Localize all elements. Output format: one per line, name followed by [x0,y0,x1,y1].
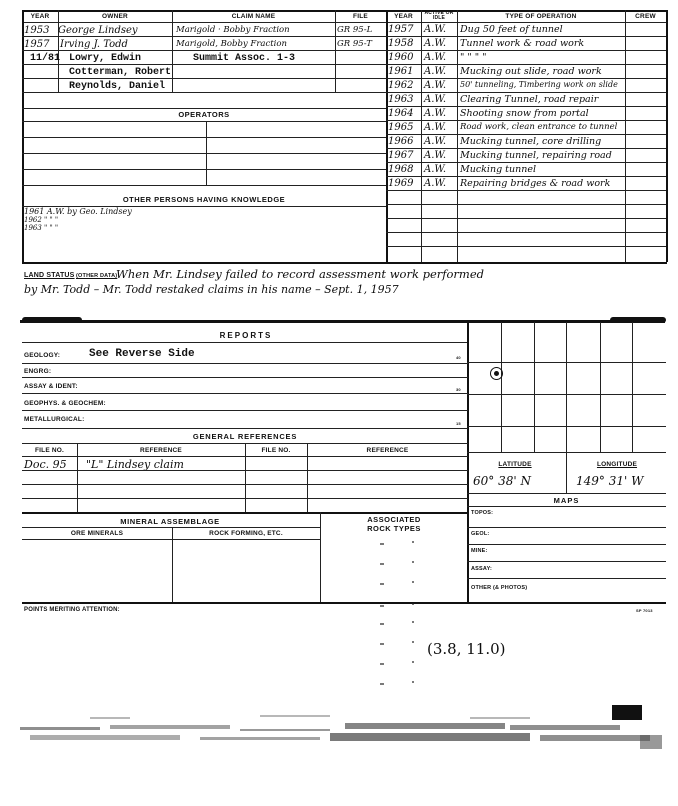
operation-year: 1969 [388,178,414,189]
header-year-2: YEAR [394,13,413,20]
col-divider [421,10,422,262]
header-year: YEAR [30,13,50,20]
header-claim-name: CLAIM NAME [231,13,276,20]
rock-forming-label: ROCK FORMING, ETC. [209,530,283,537]
operation-year: 1968 [388,164,414,175]
operation-status: A.W. [424,108,447,119]
col-divider [625,10,626,262]
assay-label: ASSAY & IDENT: [24,383,78,390]
operation-status: A.W. [424,122,447,133]
owner-row-name: George Lindsey [58,25,138,36]
operation-status: A.W. [424,178,447,189]
operation-year: 1961 [388,66,414,77]
operation-type: Mucking tunnel, repairing road [460,150,612,161]
land-status-line-1: When Mr. Lindsey failed to record assessment work performed [116,267,484,281]
knowledge-heading: OTHER PERSONS HAVING KNOWLEDGE [122,195,286,204]
maps-topos: TOPOS: [471,510,494,516]
operation-year: 1957 [388,24,414,35]
associated-label: ASSOCIATED [367,515,421,524]
right-panel-divider [467,322,469,602]
operation-year: 1966 [388,136,414,147]
operation-type: Mucking tunnel, core drilling [460,136,602,147]
top-border [22,10,667,12]
owner-row-name: Irving J. Todd [60,39,128,50]
header-file: FILE [353,13,368,20]
operation-status: A.W. [424,150,447,161]
operation-year: 1958 [388,38,414,49]
owner-row-claim: Summit Assoc. 1-3 [193,53,296,64]
operation-type: Dug 50 feet of tunnel [460,24,563,35]
col-divider [457,10,458,262]
metallurgical-label: METALLURGICAL: [24,416,85,423]
owner-row-file: GR 95-T [337,39,372,49]
maps-heading: MAPS [553,496,580,505]
operation-status: A.W. [424,136,447,147]
ref-row-file: Doc. 95 [24,458,67,471]
operation-type: Clearing Tunnel, road repair [460,94,599,105]
header-active-or-idle: ACTIVE OR IDLE [424,10,454,21]
operation-type: Road work, clean entrance to tunnel [460,122,618,132]
ref-reference: REFERENCE [140,447,182,454]
owner-row-name: Reynolds, Daniel [69,81,166,92]
operation-year: 1960 [388,52,414,63]
maps-other: OTHER (& PHOTOS) [471,585,528,591]
owner-row-year: 1953 [24,25,50,36]
operation-year: 1965 [388,122,414,133]
engrg-label: ENGRG: [24,368,52,375]
reports-heading: REPORTS [219,331,273,340]
owner-row-year: 11/81 [30,53,61,64]
knowledge-line: 1963 " " " [24,224,59,232]
scan-marks [370,540,430,700]
owner-row-year: 1957 [24,39,50,50]
points-coordinates: (3.8, 11.0) [427,640,506,658]
knowledge-line: 1962 " " " [24,216,59,224]
mineral-assemblage-heading: MINERAL ASSEMBLAGE [120,517,220,526]
scan-noise [0,705,678,775]
operation-type: Repairing bridges & road work [460,178,611,189]
owner-row-claim: Marigold, Bobby Fraction [176,39,287,49]
operation-year: 1964 [388,108,414,119]
operation-type: 50' tunneling, Timbering work on slide [460,80,618,89]
operation-status: A.W. [424,164,447,175]
operation-status: A.W. [424,38,447,49]
owner-row-file: GR 95-L [337,25,373,35]
owner-row-claim: Marigold · Bobby Fraction [176,25,290,35]
scale-mark: 30 [456,387,461,392]
longitude-label: LONGITUDE [596,461,638,468]
operation-type: Tunnel work & road work [460,38,585,49]
operation-year: 1963 [388,94,414,105]
ref-file-no-2: FILE NO. [261,447,291,454]
land-status-label: LAND STATUS [24,272,75,279]
operation-type: " " " " [460,52,487,63]
operation-year: 1962 [388,80,414,91]
general-references-heading: GENERAL REFERENCES [192,432,298,441]
geology-label: GEOLOGY: [24,352,61,359]
latitude-label: LATITUDE [498,461,532,468]
ref-row-reference: "L" Lindsey claim [86,458,184,471]
rock-types-label: ROCK TYPES [367,524,421,533]
scale-mark: 15 [456,421,461,426]
geophys-label: GEOPHYS. & GEOCHEM: [24,400,106,407]
geology-value: See Reverse Side [89,348,195,360]
operation-type: Mucking out slide, road work [460,66,602,77]
header-type-of-operation: TYPE OF OPERATION [505,13,577,20]
owner-row-name: Lowry, Edwin [69,53,142,64]
header-owner: OWNER [102,13,128,20]
scale-mark: 40 [456,355,461,360]
points-label: POINTS MERITING ATTENTION: [24,607,120,613]
ref-reference-2: REFERENCE [366,447,409,454]
owner-row-name: Cotterman, Robert [69,67,172,78]
operation-type: Mucking tunnel [460,164,537,175]
maps-geol: GEOL: [471,531,490,537]
operators-heading: OPERATORS [178,110,230,119]
header-crew: CREW [635,13,656,20]
operation-year: 1967 [388,150,414,161]
operation-status: A.W. [424,80,447,91]
operation-type: Shooting snow from portal [460,108,589,119]
latitude-value: 60° 38' N [473,474,531,488]
operation-status: A.W. [424,66,447,77]
land-status-line-2: by Mr. Todd – Mr. Todd restaked claims in his name – Sept. 1, 1957 [24,283,399,296]
land-status-sub: (OTHER DATA) [76,273,118,279]
ref-file-no: FILE NO. [34,447,65,454]
knowledge-line: 1961 A.W. by Geo. Lindsey [24,207,132,216]
form-number: SP 7013 [636,608,653,613]
operation-status: A.W. [424,94,447,105]
longitude-value: 149° 31' W [576,474,644,488]
operation-status: A.W. [424,24,447,35]
ore-minerals-label: ORE MINERALS [70,530,124,537]
maps-assay: ASSAY: [471,566,493,572]
header-underline [22,22,667,23]
right-border [666,10,668,262]
operation-status: A.W. [424,52,447,63]
maps-mine: MINE: [471,548,488,554]
location-marker [490,367,503,380]
